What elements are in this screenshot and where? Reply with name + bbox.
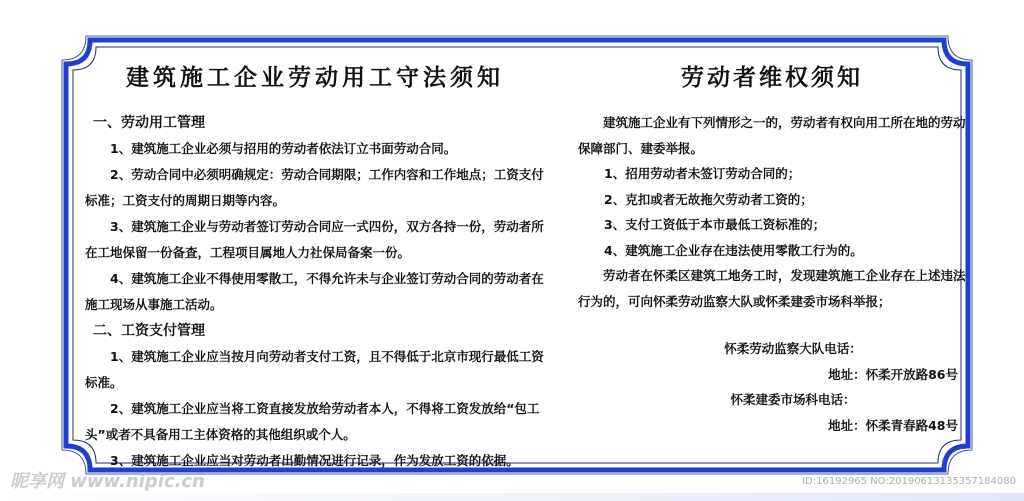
rights-item-2: 2、克扣或者无故拖欠劳动者工资的； bbox=[604, 191, 813, 207]
labor-item-2: 2、劳动合同中必须明确规定：劳动合同期限；工作内容和工作地点；工资支付标准；工资支付的周期日期等内容。 bbox=[85, 167, 544, 208]
wage-item-2: 2、建筑施工企业应当将工资直接发放给劳动者本人，不得将工资发放给“包工头”或者不具备用工主体资格的其他组织或个人。 bbox=[85, 401, 540, 442]
labor-supervision-address: 地址：怀柔开放路86号 bbox=[828, 366, 958, 382]
labor-item-3: 3、建筑施工企业与劳动者签订劳动合同应一式四份，双方各持一份，劳动者所在工地保留一份备查，工程项目属地人力社保局备案一份。 bbox=[85, 219, 544, 260]
site-watermark: 昵享网 www.nipic.cn bbox=[10, 471, 205, 492]
rights-intro: 建筑施工企业有下列情形之一的，劳动者有权向用工所在地的劳动保障部门、建委举报。 bbox=[578, 115, 966, 156]
bottom-strip bbox=[0, 493, 1024, 501]
section-heading-wage-payment: 二、工资支付管理 bbox=[93, 323, 205, 339]
image-id-watermark: ID:16192965 NO:20190613135357184080 bbox=[802, 476, 1016, 487]
construction-market-address: 地址：怀柔青春路48号 bbox=[828, 417, 958, 433]
wage-item-3: 3、建筑施工企业应当对劳动者出勤情况进行记录，作为发放工资的依据。 bbox=[110, 453, 519, 468]
worker-rights-panel bbox=[574, 60, 970, 433]
labor-compliance-body bbox=[85, 110, 555, 474]
rights-item-3: 3、支付工资低于本市最低工资标准的； bbox=[604, 217, 826, 232]
wage-item-1: 1、建筑施工企业应当按月向劳动者支付工资，且不得低于北京市现行最低工资标准。 bbox=[85, 349, 544, 390]
worker-rights-title: 劳动者维权须知 bbox=[681, 65, 863, 91]
labor-item-1: 1、建筑施工企业必须与招用的劳动者依法订立书面劳动合同。 bbox=[110, 141, 457, 156]
labor-compliance-panel bbox=[70, 60, 560, 468]
section-heading-labor-management: 一、劳动用工管理 bbox=[93, 115, 205, 131]
worker-rights-body bbox=[578, 110, 968, 438]
labor-item-4: 4、建筑施工企业不得使用零散工，不得允许未与企业签订劳动合同的劳动者在施工现场从事施工活动。 bbox=[85, 271, 544, 312]
construction-market-phone-label: 怀柔建委市场科电话： bbox=[730, 392, 856, 407]
labor-compliance-title: 建筑施工企业劳动用工守法须知 bbox=[126, 65, 504, 91]
rights-outro: 劳动者在怀柔区建筑工地务工时，发现建筑施工企业存在上述违法行为的，可向怀柔劳动监察大队或怀柔建委市场科举报； bbox=[578, 268, 966, 309]
rights-item-4: 4、建筑施工企业存在违法使用零散工行为的。 bbox=[604, 242, 863, 258]
labor-supervision-phone-label: 怀柔劳动监察大队电话： bbox=[724, 341, 862, 356]
rights-item-1: 1、招用劳动者未签订劳动合同的； bbox=[604, 166, 801, 181]
